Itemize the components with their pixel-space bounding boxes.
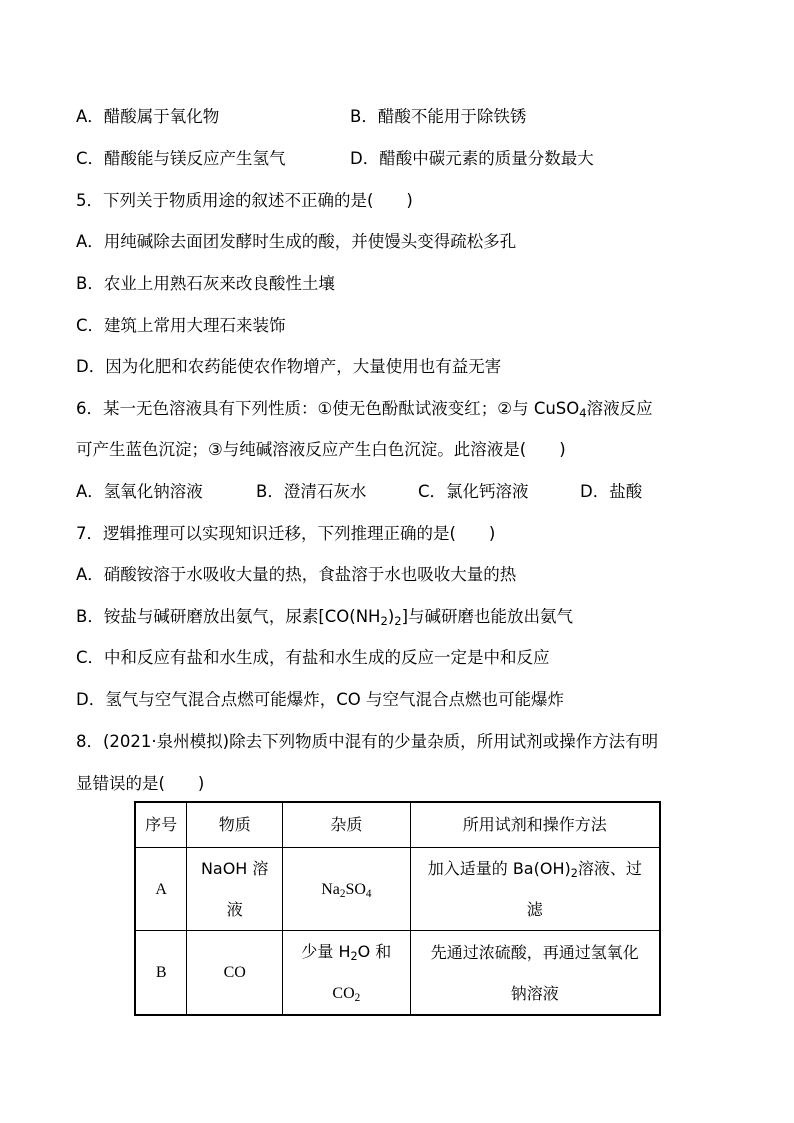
header-method: 所用试剂和操作方法 bbox=[410, 802, 660, 848]
row-b-impurity-line2-text: CO bbox=[332, 985, 355, 1002]
q7-option-d: D．氢气与空气混合点燃可能爆炸，CO 与空气混合点燃也可能爆炸 bbox=[76, 690, 564, 709]
table-row bbox=[135, 931, 660, 1016]
row-b-impurity-line2-subscript: 2 bbox=[354, 991, 361, 1004]
row-b-method bbox=[410, 931, 660, 1016]
row-a-index: A bbox=[135, 848, 187, 931]
q7-option-b-subscript: 2 bbox=[380, 613, 388, 628]
q6-stem-line2: 可产生蓝色沉淀；③与纯碱溶液反应产生白色沉淀。此溶液是( ) bbox=[76, 440, 566, 459]
row-b-impurity-line2 bbox=[332, 985, 360, 1002]
row-a-method-text: 加入适量的 Ba(OH) bbox=[427, 859, 571, 878]
row-b-impurity-text-end: O 和 bbox=[357, 942, 392, 961]
q5-option-b: B．农业上用熟石灰来改良酸性土壤 bbox=[76, 274, 335, 293]
q7-option-b-text: B．铵盐与碱研磨放出氨气，尿素[CO(NH bbox=[76, 607, 381, 626]
q8-table bbox=[134, 801, 661, 1016]
q7-option-b-text-mid: ) bbox=[387, 607, 395, 626]
row-a-impurity-subscript-2: 4 bbox=[365, 887, 372, 900]
q6-stem-subscript: 4 bbox=[579, 405, 587, 420]
q4-option-a: A．醋酸属于氧化物 bbox=[76, 107, 220, 126]
q6-stem-text-end: 溶液反应 bbox=[586, 399, 653, 418]
q7-option-b bbox=[76, 607, 573, 627]
header-index: 序号 bbox=[135, 802, 187, 848]
header-impurity: 杂质 bbox=[283, 802, 411, 848]
row-a-substance-line2: 液 bbox=[226, 900, 243, 919]
header-substance: 物质 bbox=[187, 802, 283, 848]
q6-stem-text: 6．某一无色溶液具有下列性质：①使无色酚酞试液变红；②与 CuSO bbox=[76, 399, 580, 418]
row-a-impurity-text: Na bbox=[321, 880, 340, 898]
row-b-method-line1: 先通过浓硫酸，再通过氢氧化 bbox=[430, 942, 639, 962]
row-a-substance-line1: NaOH 溶 bbox=[200, 859, 269, 878]
q6-option-c: C．氯化钙溶液 bbox=[418, 482, 529, 501]
row-b-substance: CO bbox=[187, 931, 283, 1016]
q7-option-b-subscript-2: 2 bbox=[394, 613, 402, 628]
q7-option-b-text-end: ]与碱研磨也能放出氨气 bbox=[401, 607, 574, 626]
row-a-method bbox=[410, 848, 660, 931]
row-a-impurity-text-mid: SO bbox=[345, 880, 366, 898]
q4-option-b: B．醋酸不能用于除铁锈 bbox=[350, 107, 527, 126]
q8-stem-line2: 显错误的是( ) bbox=[76, 774, 205, 793]
q6-stem-line1 bbox=[76, 399, 653, 419]
q4-option-d: D．醋酸中碳元素的质量分数最大 bbox=[350, 149, 594, 168]
row-a-method-text-end: 溶液、过 bbox=[577, 859, 642, 878]
q7-stem: 7．逻辑推理可以实现知识迁移，下列推理正确的是( ) bbox=[76, 524, 496, 543]
row-b-impurity-subscript: 2 bbox=[350, 949, 358, 963]
row-a-substance bbox=[187, 848, 283, 931]
row-a-impurity-subscript: 2 bbox=[339, 887, 346, 900]
row-b-impurity bbox=[283, 931, 411, 1016]
q5-option-a: A．用纯碱除去面团发酵时生成的酸，并使馒头变得疏松多孔 bbox=[76, 232, 517, 251]
q7-option-a: A．硝酸铵溶于水吸收大量的热，食盐溶于水也吸收大量的热 bbox=[76, 565, 517, 584]
q4-option-c: C．醋酸能与镁反应产生氢气 bbox=[76, 149, 286, 168]
q5-stem: 5．下列关于物质用途的叙述不正确的是( ) bbox=[76, 191, 413, 210]
table-header-row bbox=[135, 802, 660, 848]
q6-option-b: B．澄清石灰水 bbox=[256, 482, 367, 501]
q7-option-c: C．中和反应有盐和水生成，有盐和水生成的反应一定是中和反应 bbox=[76, 648, 550, 667]
table-row bbox=[135, 848, 660, 931]
row-b-method-line2: 钠溶液 bbox=[510, 983, 559, 1003]
row-a-method-line2: 滤 bbox=[526, 900, 543, 919]
row-a-method-subscript: 2 bbox=[570, 866, 578, 880]
q5-option-c: C．建筑上常用大理石来装饰 bbox=[76, 316, 286, 335]
q6-option-d: D．盐酸 bbox=[580, 482, 643, 501]
q8-stem-line1: 8．(2021·泉州模拟)除去下列物质中混有的少量杂质，所用试剂或操作方法有明 bbox=[76, 732, 659, 751]
row-b-index: B bbox=[135, 931, 187, 1016]
q5-option-d: D．因为化肥和农药能使农作物增产，大量使用也有益无害 bbox=[76, 357, 502, 376]
row-b-impurity-text: 少量 H bbox=[301, 942, 351, 961]
row-a-impurity bbox=[283, 848, 411, 931]
q6-option-a: A．氢氧化钠溶液 bbox=[76, 482, 203, 501]
